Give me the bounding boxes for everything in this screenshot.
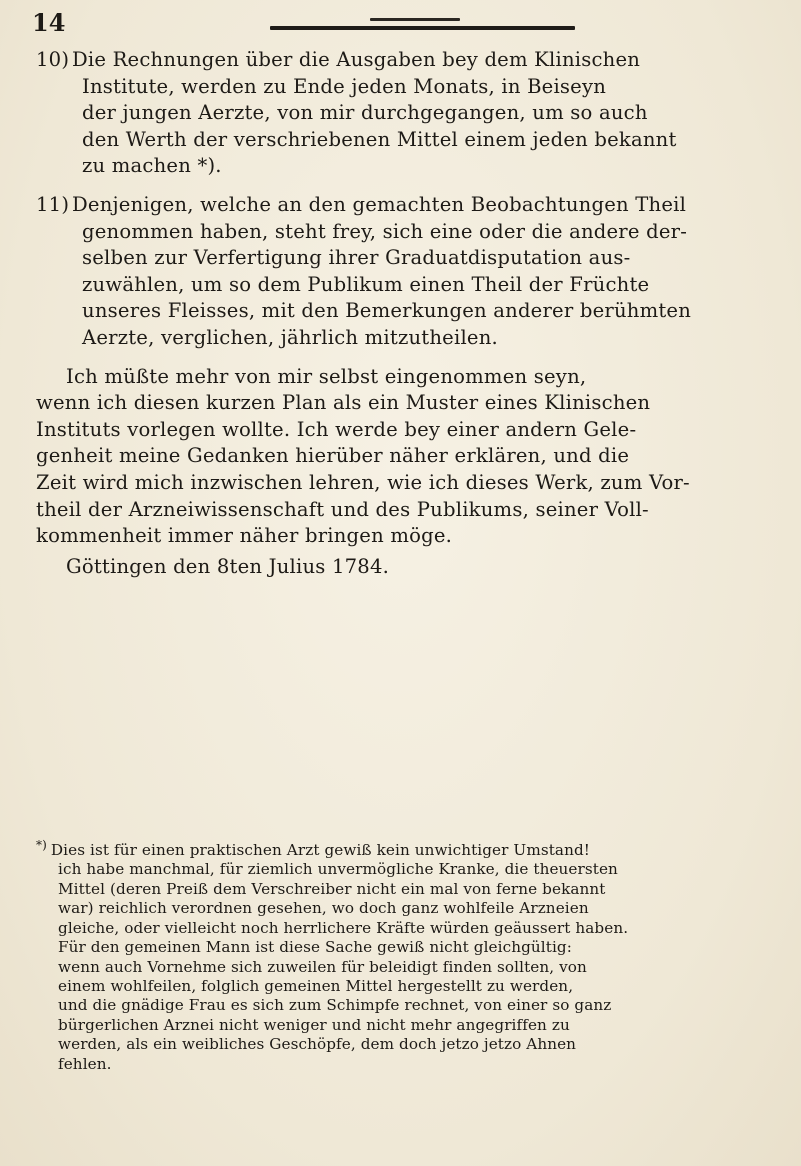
footnote xyxy=(36,836,766,1074)
footnote-line: war) reichlich verordnen gesehen, wo doch ganz wohlfeile Arzneien xyxy=(58,899,589,918)
text-line-content: Denjenigen, welche an den gemachten Beobachtungen Theil xyxy=(72,192,687,216)
text-line: Institute, werden zu Ende jeden Monats, in Beiseyn xyxy=(82,74,607,98)
text-line: Instituts vorlegen wollte. Ich werde bey einer andern Gele- xyxy=(36,417,637,441)
footnote-line: gleiche, oder vielleicht noch herrlichere Kräfte würden geäussert haben. xyxy=(58,918,629,937)
header-ornament-rule-upper xyxy=(370,18,460,21)
closing-paragraph xyxy=(36,364,766,581)
text-line-content: Die Rechnungen über die Ausgaben bey dem Klinischen xyxy=(72,48,641,71)
footnote-line: fehlen. xyxy=(58,1054,112,1073)
page-number: 14 xyxy=(32,8,66,37)
footnote-line: wenn auch Vornehme sich zuweilen für beleidigt finden sollten, von xyxy=(58,957,587,976)
text-line: zu machen *). xyxy=(82,154,222,178)
footnote-line: ich habe manchmal, für ziemlich unvermögliche Kranke, die theuersten xyxy=(58,860,618,879)
text-line: zuwählen, um so dem Publikum einen Theil der Früchte xyxy=(82,272,650,296)
footnote-line: Für den gemeinen Mann ist diese Sache gewiß nicht gleichgültig: xyxy=(58,938,572,957)
text-line: Aerzte, verglichen, jährlich mitzutheilen. xyxy=(82,325,498,349)
text-line: unseres Fleisses, mit den Bemerkungen anderer berühmten xyxy=(82,299,692,323)
text-line: kommenheit immer näher bringen möge. xyxy=(36,524,453,548)
main-text xyxy=(36,47,766,592)
header-ornament-rule xyxy=(270,26,575,30)
text-line: der jungen Aerzte, von mir durchgegangen, um so auch xyxy=(82,101,648,125)
footnote-line xyxy=(36,836,766,860)
footnote-line: werden, als ein weibliches Geschöpfe, dem doch jetzo jetzo Ahnen xyxy=(58,1035,577,1054)
footnote-line: und die gnädige Frau es sich zum Schimpfe rechnet, von einer so ganz xyxy=(58,996,612,1015)
text-line: genommen haben, steht frey, sich eine oder die andere der- xyxy=(82,219,688,243)
text-line: selben zur Verfertigung ihrer Graduatdisputation aus- xyxy=(82,246,631,270)
footnote-line: bürgerlichen Arznei nicht weniger und nicht mehr angegriffen zu xyxy=(58,1015,570,1034)
text-line: wenn ich diesen kurzen Plan als ein Muster eines Klinischen xyxy=(36,391,651,415)
text-line: theil der Arzneiwissenschaft und des Publikums, seiner Voll- xyxy=(36,497,649,521)
numbered-item-10 xyxy=(36,47,766,180)
text-line xyxy=(36,47,766,74)
text-line xyxy=(36,192,766,219)
text-line: den Werth der verschriebenen Mittel einem jeden bekannt xyxy=(82,127,677,151)
text-line: Ich müßte mehr von mir selbst eingenommen seyn, xyxy=(66,364,587,388)
item-number: 11) xyxy=(36,192,70,216)
footnote-line-content: Dies ist für einen praktischen Arzt gewiß kein unwichtiger Umstand! xyxy=(50,841,590,860)
text-line: genheit meine Gedanken hierüber näher erklären, und die xyxy=(36,444,630,468)
dateline: Göttingen den 8ten Julius 1784. xyxy=(66,554,390,578)
item-number: 10) xyxy=(36,48,70,71)
footnote-line: einem wohlfeilen, folglich gemeinen Mittel hergestellt zu werden, xyxy=(58,976,574,995)
footnote-line: Mittel (deren Preiß dem Verschreiber nicht ein mal von ferne bekannt xyxy=(58,879,606,898)
text-line: Zeit wird mich inzwischen lehren, wie ich dieses Werk, zum Vor- xyxy=(36,470,690,494)
numbered-item-11 xyxy=(36,192,766,352)
footnote-mark: *) xyxy=(36,838,47,852)
